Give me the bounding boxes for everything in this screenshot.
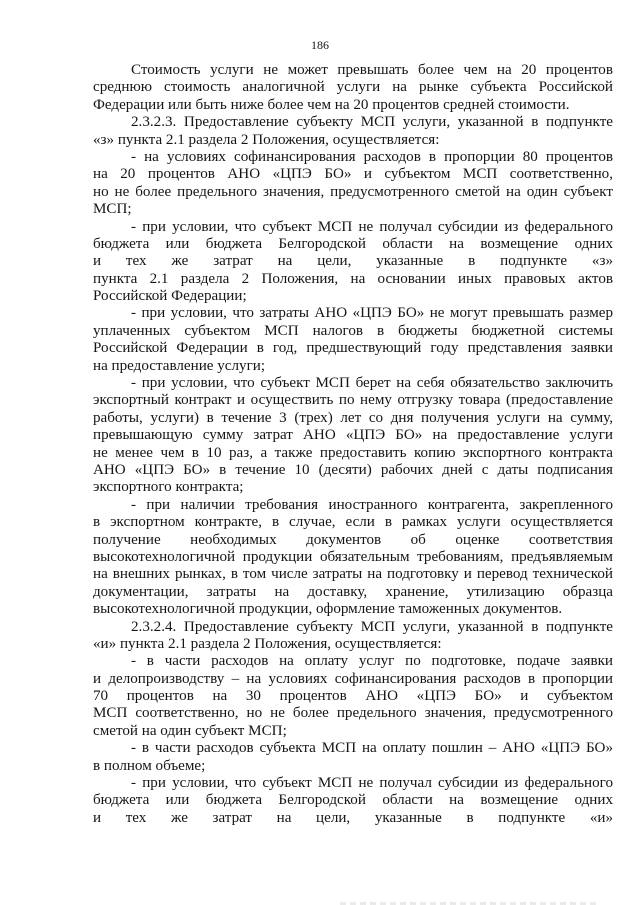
text-line: «з» пункта 2.1 раздела 2 Положения, осуществляется: bbox=[93, 131, 440, 148]
text-line: сметой на один субъект МСП; bbox=[93, 722, 287, 739]
text-line: 2.3.2.3. Предоставление субъекту МСП услуги, указанной в подпункте bbox=[131, 114, 613, 131]
paragraph bbox=[93, 305, 613, 375]
text-line: Стоимость услуги не может превышать более чем на 20 процентов bbox=[131, 62, 613, 78]
text-line: - при условии, что субъект МСП не получал субсидии из федерального bbox=[131, 775, 613, 792]
text-line: - в части расходов на оплату услуг по подготовке, подаче заявки bbox=[131, 653, 613, 670]
text-line: на предоставление услуги; bbox=[93, 357, 266, 374]
text-line: - в части расходов субъекта МСП на оплату пошлин – АНО «ЦПЭ БО» bbox=[131, 740, 613, 757]
paragraph bbox=[93, 219, 613, 306]
text-line: - при наличии требования иностранного контрагента, закрепленного bbox=[131, 496, 613, 513]
text-line: в экспортном контракте, в случае, если в рамках услуги осуществляется bbox=[93, 514, 613, 531]
text-line: МСП соответственно, но не более предельного значения, предусмотренного bbox=[93, 705, 613, 722]
text-line: экспортного контракта; bbox=[93, 479, 244, 496]
paragraph bbox=[93, 62, 613, 114]
paragraph bbox=[93, 775, 613, 827]
page-number: 186 bbox=[311, 38, 329, 52]
text-line: превышающую сумму затрат АНО «ЦПЭ БО» на предоставление услуги bbox=[93, 427, 613, 444]
text-line: документации, затраты на доставку, хранение, утилизацию образца bbox=[93, 583, 613, 600]
text-line: не менее чем в 10 раз, а также предоставить копию экспортного контракта bbox=[93, 444, 613, 461]
text-line: работы, услуги) в течение 3 (трех) лет со дня получения услуги на сумму, bbox=[93, 409, 613, 426]
paragraph bbox=[93, 497, 613, 619]
text-line: бюджета или бюджета Белгородской области на возмещение одних bbox=[93, 235, 613, 252]
text-line: АНО «ЦПЭ БО» в течение 10 (десяти) рабочих дней с даты подписания bbox=[93, 461, 613, 478]
text-line: 70 процентов на 30 процентов АНО «ЦПЭ БО» и субъектом bbox=[93, 688, 613, 705]
text-line: уплаченных субъектом МСП налогов в бюджеты бюджетной системы bbox=[93, 322, 613, 339]
paragraph bbox=[93, 740, 613, 775]
text-line: получение необходимых документов об оценке соответствия bbox=[93, 531, 613, 548]
paragraph bbox=[93, 375, 613, 497]
text-line: «и» пункта 2.1 раздела 2 Положения, осуществляется: bbox=[93, 635, 442, 652]
text-line: и тех же затрат на цели, указанные в подпункте «и» bbox=[93, 809, 613, 826]
paragraph bbox=[93, 619, 613, 654]
text-line: - на условиях софинансирования расходов в пропорции 80 процентов bbox=[131, 148, 613, 165]
document-body bbox=[93, 62, 613, 827]
text-line: - при условии, что субъект МСП не получал субсидии из федерального bbox=[131, 218, 613, 235]
paragraph bbox=[93, 149, 613, 219]
text-line: среднюю стоимость аналогичной услуги на рынке субъекта Российской bbox=[93, 79, 613, 96]
text-line: МСП; bbox=[93, 201, 132, 218]
text-line: экспортный контракт и осуществить по нему отгрузку товара (предоставление bbox=[93, 392, 613, 409]
text-line: высокотехнологичной продукции обязательным требованиям, предъявляемым bbox=[93, 548, 613, 565]
text-line: Российской Федерации в год, предшествующий году представления заявки bbox=[93, 340, 613, 357]
text-line: Российской Федерации; bbox=[93, 288, 247, 305]
text-line: Федерации или быть ниже более чем на 20 процентов средней стоимости. bbox=[93, 96, 570, 113]
text-line: пункта 2.1 раздела 2 Положения, на основании иных правовых актов bbox=[93, 270, 613, 287]
text-line: но не более предельного значения, предусмотренного сметой на один субъект bbox=[93, 183, 613, 200]
text-line: в полном объеме; bbox=[93, 757, 206, 774]
text-line: высокотехнологичной продукции, оформление таможенных документов. bbox=[93, 601, 563, 618]
text-line: 2.3.2.4. Предоставление субъекту МСП услуги, указанной в подпункте bbox=[131, 618, 613, 635]
text-line: на 20 процентов АНО «ЦПЭ БО» и субъектом МСП соответственно, bbox=[93, 166, 613, 183]
paragraph bbox=[93, 653, 613, 740]
text-line: бюджета или бюджета Белгородской области на возмещение одних bbox=[93, 792, 613, 809]
text-line: на внешних рынках, в том числе затраты на подготовку и перевод технической bbox=[93, 566, 613, 583]
text-line: - при условии, что затраты АНО «ЦПЭ БО» не могут превышать размер bbox=[131, 305, 613, 322]
text-line: - при условии, что субъект МСП берет на себя обязательство заключить bbox=[131, 375, 613, 392]
paragraph bbox=[93, 114, 613, 149]
text-line: и делопроизводству – на условиях софинансирования расходов в пропорции bbox=[93, 670, 613, 687]
text-line: и тех же затрат на цели, указанные в подпункте «з» bbox=[93, 253, 613, 270]
